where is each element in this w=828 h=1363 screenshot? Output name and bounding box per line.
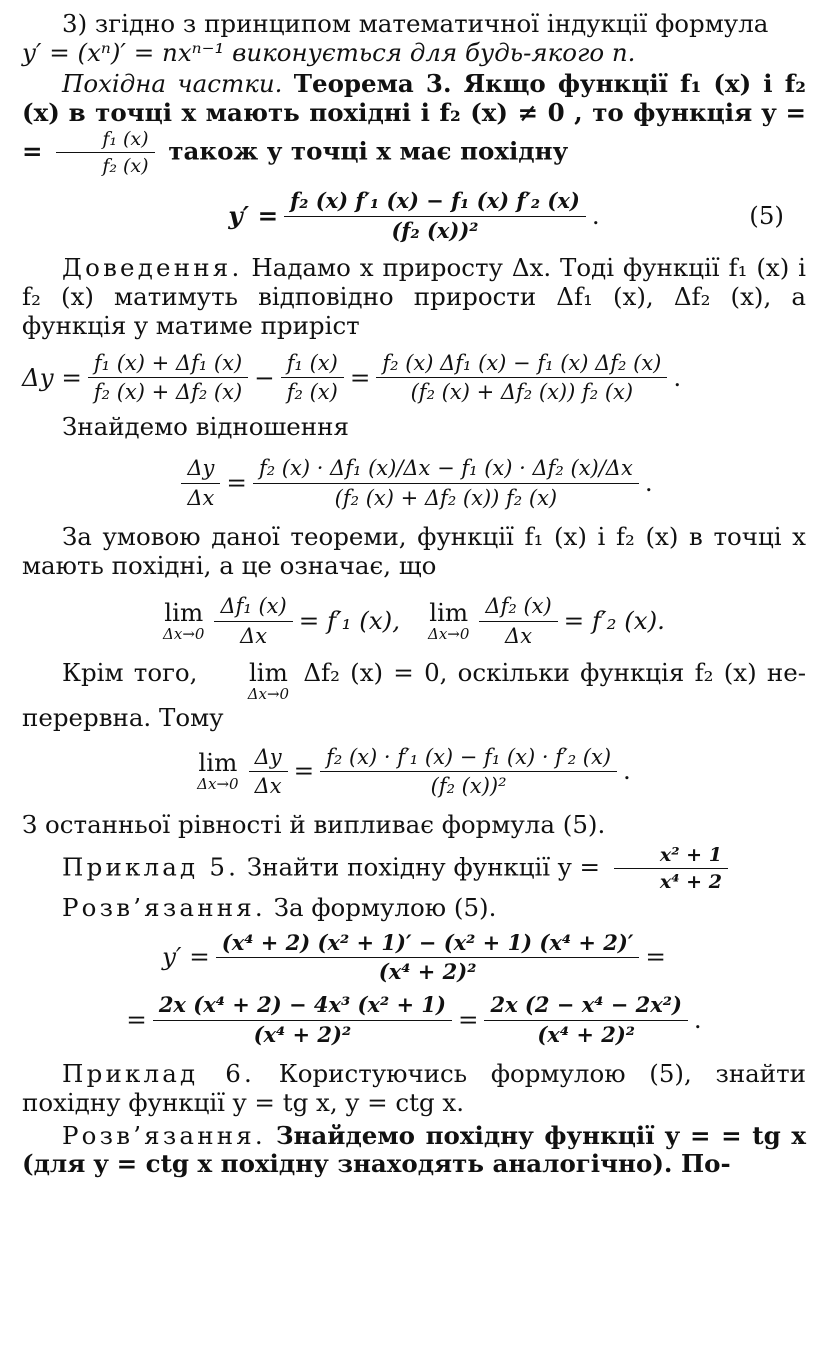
theorem-title: Теорема 3. Якщо функції f₁ (x) і f₂ (x) bbox=[22, 68, 806, 127]
formula-5-tag: (5) bbox=[749, 201, 784, 231]
step-2-fraction: $\frac{\text{2x (x⁴ + 2) − 4x³ (x² + 1)}}{\text{(x⁴ + 2)²}}$ bbox=[153, 993, 452, 1048]
theorem-conclusion: також у точці x має похідну bbox=[168, 136, 569, 166]
find-ratio-text: Знайдемо відношення bbox=[62, 412, 349, 442]
final-limit-formula: lim Δx→0 $\frac{\Delta y}{\Delta x}$ = $\frac{\text{f₂ (x) · f′₁ (x) − f₁ (x) · f′₂ (x)}}{\text{(f₂ (x))²}}$ . bbox=[197, 744, 631, 799]
limit-2-fraction: $\frac{\text{Δf₂ (x)}}{\Delta x}$ bbox=[479, 594, 557, 649]
limit-1-fraction: $\frac{\text{Δf₁ (x)}}{\Delta x}$ bbox=[214, 594, 292, 649]
proof-label: Доведення. bbox=[62, 252, 243, 282]
example-5-text: Знайти похідну функції y = bbox=[246, 852, 601, 882]
increment-frac-1: $\frac{\text{f₁ (x) + Δf₁ (x)}}{\text{f₂ (x) + Δf₂ (x)}}$ bbox=[88, 351, 248, 406]
increment-formula: Δy = $\frac{\text{f₁ (x) + Δf₁ (x)}}{\text{f₂ (x) + Δf₂ (x)}}$ − $\frac{\text{f₁ (x)}}{\text{f₂ (x)}}$ = $\frac{\text{f₂ (x) Δf₁ (x) − f₁ (x) Δf₂ (x)}}{\text{(f₂ (x) + Δf₂ (x)) f₂ (x)}}$ . bbox=[22, 350, 682, 405]
ratio-formula: $\frac{\Delta y}{\Delta x}$ = $\frac{\text{f₂ (x) · Δf₁ (x)/Δx − f₁ (x) · Δf₂ (x)/Δx}}{\text{(f₂ (x) + Δf₂ (x)) f₂ (x)}}$ . bbox=[22, 456, 806, 511]
theorem-condition: в точці x мають похідні і f₂ (x) ≠ 0 , то функція y = bbox=[68, 97, 806, 127]
formula-5-fraction: $\frac{\text{f₂ (x) f′₁ (x) − f₁ (x) f′₂ (x)}}{\text{(f₂ (x))²}}$ bbox=[284, 189, 586, 244]
limit-1: lim Δx→0 bbox=[163, 598, 205, 644]
limit-inline: lim Δx→0 bbox=[247, 658, 290, 703]
solution-5-text: За формулою (5). bbox=[273, 892, 497, 922]
solution-5 bbox=[22, 894, 806, 923]
theorem-3: Похідна частки. Теорема 3. Якщо функції f₁ (x) і f₂ (x) в точці x мають похідні і f₂ (x) ≠ 0 , то функція y = = $\frac{\text{f₁ (x)}}{\text{f₂ (x)}}$ також у точці x має похідну bbox=[22, 68, 806, 178]
proof-paragraph bbox=[22, 254, 806, 341]
text-power-rule: y′ = (xⁿ)′ = nxⁿ⁻¹ виконується для будь-якого n. bbox=[22, 37, 636, 67]
limits-formula: lim Δx→0 $\frac{\text{Δf₁ (x)}}{\Delta x}$ = f′₁ (x), lim Δx→0 $\frac{\text{Δf₂ (x)}}{\Delta x}$ = f′₂ (x). bbox=[163, 594, 665, 649]
example-6-label: Приклад 6. bbox=[62, 1058, 256, 1088]
example-6-text: Користуючись формулою (5), знайти похідну функції y = tg x, y = ctg x. bbox=[22, 1058, 806, 1117]
condition-paragraph bbox=[22, 523, 806, 581]
final-rhs-fraction: $\frac{\text{f₂ (x) · f′₁ (x) − f₁ (x) · f′₂ (x)}}{\text{(f₂ (x))²}}$ bbox=[320, 745, 617, 800]
section-title: Похідна частки. bbox=[62, 68, 283, 98]
find-ratio-line bbox=[22, 413, 806, 442]
follows-text: З останньої рівності й випливає формула (5). bbox=[22, 810, 606, 840]
solution-6-label: Розв’язання. bbox=[62, 1120, 266, 1150]
example-6 bbox=[22, 1060, 806, 1118]
limit-final: lim Δx→0 bbox=[197, 748, 239, 794]
inline-fraction-f1-f2: $\frac{\text{f₁ (x)}}{\text{f₂ (x)}}$ bbox=[56, 128, 154, 178]
line-induction bbox=[22, 10, 806, 39]
solution-6-text: Знайдемо похідну функції y = = tg x (для y = ctg x похідну знаходять аналогічно). По- bbox=[22, 1120, 806, 1179]
continuity-paragraph: Крім того, lim Δx→0 Δf₂ (x) = 0, оскільки функція f₂ (x) не- перервна. Тому bbox=[22, 658, 806, 732]
ratio-lhs: $\frac{\Delta y}{\Delta x}$ bbox=[181, 456, 220, 511]
limit-2: lim Δx→0 bbox=[428, 598, 470, 644]
solution-5-label: Розв’язання. bbox=[62, 892, 266, 922]
solution-5-step-1: y′ = $\frac{\text{(x⁴ + 2) (x² + 1)′ − (x² + 1) (x⁴ + 2)′}}{\text{(x⁴ + 2)²}}$ = bbox=[162, 929, 666, 985]
step-3-fraction: $\frac{\text{2x (2 − x⁴ − 2x²)}}{\text{(x⁴ + 2)²}}$ bbox=[484, 993, 687, 1048]
ratio-rhs: $\frac{\text{f₂ (x) · Δf₁ (x)/Δx − f₁ (x) · Δf₂ (x)/Δx}}{\text{(f₂ (x) + Δf₂ (x)) f₂ (x)}}$ bbox=[253, 456, 639, 511]
example-5-label: Приклад 5. bbox=[62, 852, 240, 882]
increment-frac-2: $\frac{\text{f₁ (x)}}{\text{f₂ (x)}}$ bbox=[281, 351, 344, 406]
proof-text: Надамо x приросту Δx. Тоді функції f₁ (x) і f₂ (x) матимуть відповідно прирости Δf₁ (x), Δf₂ (x), а функція y матиме приріст bbox=[22, 252, 806, 340]
example-5 bbox=[22, 844, 806, 894]
example-5-fraction: $\frac{\text{x² + 1}}{\text{x⁴ + 2}}$ bbox=[614, 844, 728, 894]
increment-frac-3: $\frac{\text{f₂ (x) Δf₁ (x) − f₁ (x) Δf₂ (x)}}{\text{(f₂ (x) + Δf₂ (x)) f₂ (x)}}$ bbox=[376, 351, 667, 406]
solution-6 bbox=[22, 1122, 806, 1180]
solution-5-step-2: = $\frac{\text{2x (x⁴ + 2) − 4x³ (x² + 1)}}{\text{(x⁴ + 2)²}}$ = $\frac{\text{2x (2 − x⁴ − 2x²)}}{\text{(x⁴ + 2)²}}$ . bbox=[126, 992, 702, 1047]
follows-line bbox=[22, 811, 806, 840]
final-lhs-fraction: $\frac{\Delta y}{\Delta x}$ bbox=[249, 745, 288, 800]
step-1-fraction: $\frac{\text{(x⁴ + 2) (x² + 1)′ − (x² + 1) (x⁴ + 2)′}}{\text{(x⁴ + 2)²}}$ bbox=[216, 931, 640, 986]
line-power-rule bbox=[22, 39, 806, 68]
text-induction: 3) згідно з принципом математичної індукції формула bbox=[62, 9, 769, 38]
formula-5: y′ = $\frac{\text{f₂ (x) f′₁ (x) − f₁ (x) f′₂ (x)}}{\text{(f₂ (x))²}}$ . (5) bbox=[228, 188, 784, 244]
condition-text: За умовою даної теореми, функції f₁ (x) і f₂ (x) в точці x мають похідні, а це означає, що bbox=[22, 521, 806, 580]
